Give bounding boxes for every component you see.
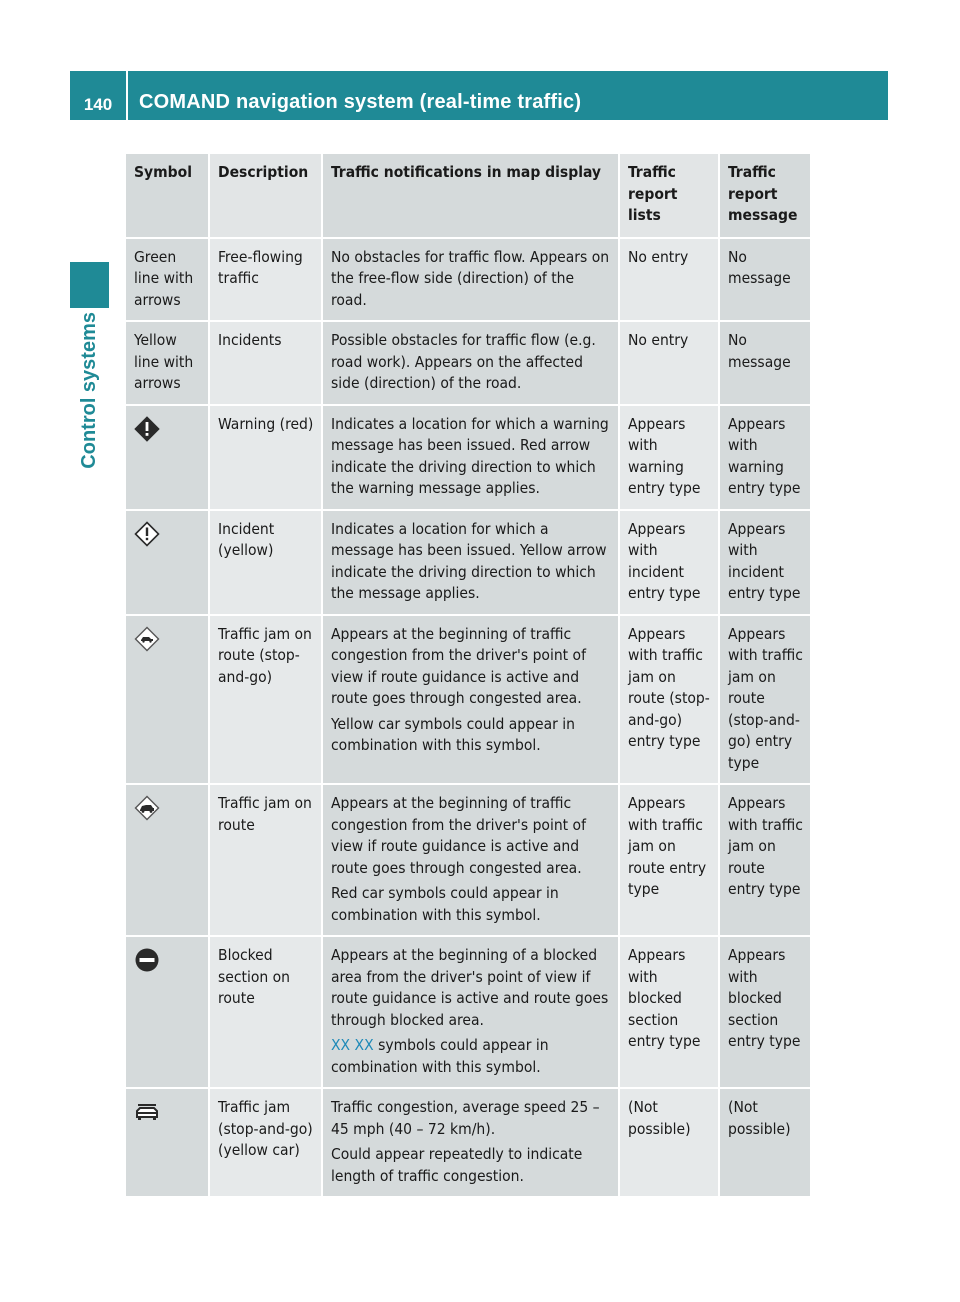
stop-and-go-diamond-icon [134, 626, 160, 652]
report-list-cell: Appears with traffic jam on route (stop-and-go) entry type [619, 615, 719, 785]
page-title: COMAND navigation system (real-time traffic) [139, 91, 582, 113]
report-message-cell: No message [719, 238, 811, 322]
notification-cell: Appears at the beginning of a blocked area from the driver's point of view if route guidance is active and route goes through blocked area. XX XX symbols could appear in combination with this symbol. [322, 936, 619, 1088]
symbol-cell: Yellow line with arrows [126, 321, 209, 405]
notification-cell: Possible obstacles for traffic flow (e.g. road work). Appears on the affected side (direction) of the road. [322, 321, 619, 405]
traffic-symbols-table [126, 154, 812, 1198]
table-row [126, 238, 811, 322]
symbol-cell [126, 510, 209, 615]
table-row [126, 784, 811, 936]
notification-cell: Traffic congestion, average speed 25 – 45 mph (40 – 72 km/h). Could appear repeatedly to indicate length of traffic congestion. [322, 1088, 619, 1197]
report-list-cell: Appears with incident entry type [619, 510, 719, 615]
blocked-section-icon [134, 947, 160, 973]
description-cell: Incidents [209, 321, 322, 405]
section-tab-marker [70, 262, 109, 308]
table-row [126, 405, 811, 510]
report-list-cell: (Not possible) [619, 1088, 719, 1197]
symbol-cell [126, 615, 209, 785]
symbol-cell [126, 936, 209, 1088]
car-icon [134, 1099, 160, 1125]
column-header-report-message: Traffic report message [719, 154, 811, 238]
report-message-cell: Appears with warning entry type [719, 405, 811, 510]
column-header-map-notifications: Traffic notifications in map display [322, 154, 619, 238]
section-label: Control systems [78, 312, 100, 469]
notification-cell: Appears at the beginning of traffic congestion from the driver's point of view if route guidance is active and route goes through congested area. Red car symbols could appear in combination with this symbol. [322, 784, 619, 936]
symbol-cell: Green line with arrows [126, 238, 209, 322]
report-message-cell: No message [719, 321, 811, 405]
symbol-cell [126, 1088, 209, 1197]
column-header-report-lists: Traffic report lists [619, 154, 719, 238]
column-header-symbol: Symbol [126, 154, 209, 238]
table-row [126, 936, 811, 1088]
table-row [126, 1088, 811, 1197]
symbol-cell [126, 784, 209, 936]
report-message-cell: Appears with traffic jam on route (stop-and-go) entry type [719, 615, 811, 785]
report-list-cell: No entry [619, 238, 719, 322]
report-list-cell: No entry [619, 321, 719, 405]
notification-cell: Indicates a location for which a message has been issued. Yellow arrow indicate the driving direction to which the message applies. [322, 510, 619, 615]
table-row [126, 510, 811, 615]
notification-cell: No obstacles for traffic flow. Appears on the free-flow side (direction) of the road. [322, 238, 619, 322]
table-row [126, 615, 811, 785]
notification-cell: Indicates a location for which a warning message has been issued. Red arrow indicate the driving direction to which the warning message applies. [322, 405, 619, 510]
description-cell: Free-flowing traffic [209, 238, 322, 322]
report-message-cell: Appears with traffic jam on route entry type [719, 784, 811, 936]
description-cell: Incident (yellow) [209, 510, 322, 615]
notification-cell: Appears at the beginning of traffic congestion from the driver's point of view if route guidance is active and route goes through congested area. Yellow car symbols could appear in combination with this symbol. [322, 615, 619, 785]
highlight-text: XX XX [331, 1036, 374, 1054]
description-cell: Traffic jam on route [209, 784, 322, 936]
description-cell: Traffic jam on route (stop-and-go) [209, 615, 322, 785]
table-row [126, 321, 811, 405]
report-message-cell: Appears with incident entry type [719, 510, 811, 615]
description-cell: Warning (red) [209, 405, 322, 510]
traffic-jam-diamond-icon [134, 795, 160, 821]
report-list-cell: Appears with warning entry type [619, 405, 719, 510]
incident-diamond-icon [134, 521, 160, 547]
description-cell: Blocked section on route [209, 936, 322, 1088]
symbol-cell [126, 405, 209, 510]
warning-diamond-icon [134, 416, 160, 442]
column-header-description: Description [209, 154, 322, 238]
table-header-row [126, 154, 811, 238]
report-list-cell: Appears with blocked section entry type [619, 936, 719, 1088]
header-divider [126, 71, 128, 120]
description-cell: Traffic jam (stop-and-go) (yellow car) [209, 1088, 322, 1197]
report-list-cell: Appears with traffic jam on route entry type [619, 784, 719, 936]
report-message-cell: (Not possible) [719, 1088, 811, 1197]
page-number: 140 [83, 95, 113, 114]
report-message-cell: Appears with blocked section entry type [719, 936, 811, 1088]
